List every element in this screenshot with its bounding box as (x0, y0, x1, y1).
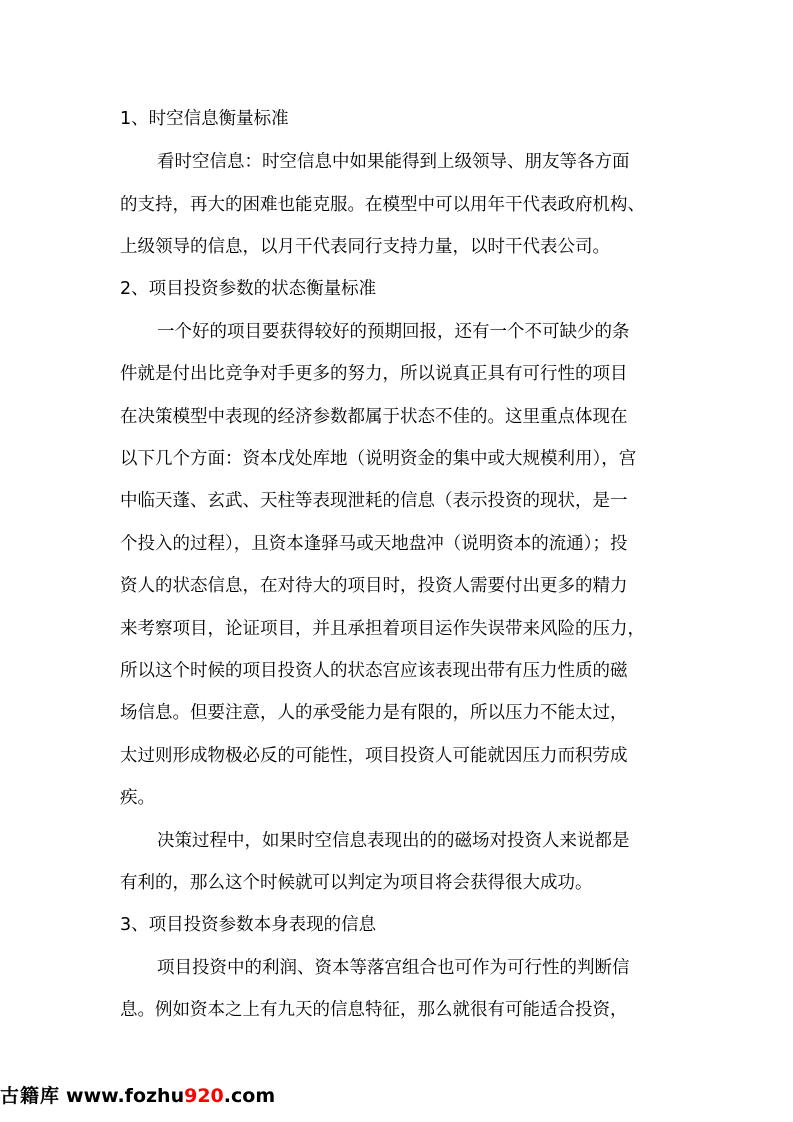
paragraph-line: 个投入的过程），且资本逢驿马或天地盘冲（说明资本的流通）；投 (120, 534, 628, 554)
footer-url-accent: 920 (184, 1085, 224, 1107)
footer-site-name: 古籍库 (0, 1085, 61, 1107)
paragraph-line: 的支持，再大的困难也能克服。在模型中可以用年干代表政府机构、 (120, 195, 645, 215)
paragraph-line: 来考察项目，论证项目，并且承担着项目运作失误带来风险的压力， (120, 619, 645, 639)
paragraph-line: 看时空信息：时空信息中如果能得到上级领导、朋友等各方面 (157, 152, 630, 172)
paragraph-line: 资人的状态信息，在对待大的项目时，投资人需要付出更多的精力 (120, 576, 628, 596)
footer-url-suffix: .com (223, 1085, 276, 1107)
paragraph-line: 息。例如资本之上有九天的信息特征，那么就很有可能适合投资， (120, 1000, 628, 1020)
paragraph-line: 太过则形成物极必反的可能性，项目投资人可能就因压力而积劳成 (120, 746, 628, 766)
paragraph-line: 所以这个时候的项目投资人的状态宫应该表现出带有压力性质的磁 (120, 661, 628, 681)
paragraph-line: 中临天蓬、玄武、天柱等表现泄耗的信息（表示投资的现状，是一 (120, 491, 628, 511)
footer-watermark (0, 1082, 275, 1110)
footer-url-prefix: www.fozhu (66, 1085, 185, 1107)
paragraph-line: 一个好的项目要获得较好的预期回报，还有一个不可缺少的条 (157, 322, 630, 342)
paragraph-line: 决策过程中，如果时空信息表现出的的磁场对投资人来说都是 (157, 831, 630, 851)
section-heading-1: 1、时空信息衡量标准 (120, 109, 289, 129)
paragraph-line: 疾。 (120, 788, 155, 808)
paragraph-line: 以下几个方面：资本戊处库地（说明资金的集中或大规模利用），宫 (120, 449, 637, 469)
paragraph-line: 上级领导的信息，以月干代表同行支持力量，以时干代表公司。 (120, 237, 610, 257)
section-heading-3: 3、项目投资参数本身表现的信息 (120, 915, 377, 935)
paragraph-line: 有利的，那么这个时候就可以判定为项目将会获得很大成功。 (120, 873, 593, 893)
paragraph-line: 在决策模型中表现的经济参数都属于状态不佳的。这里重点体现在 (120, 407, 628, 427)
paragraph-line: 件就是付出比竞争对手更多的努力，所以说真正具有可行性的项目 (120, 364, 628, 384)
paragraph-line: 场信息。但要注意，人的承受能力是有限的，所以压力不能太过， (120, 703, 628, 723)
paragraph-line: 项目投资中的利润、资本等落宫组合也可作为可行性的判断信 (157, 958, 630, 978)
section-heading-2: 2、项目投资参数的状态衡量标准 (120, 279, 377, 299)
